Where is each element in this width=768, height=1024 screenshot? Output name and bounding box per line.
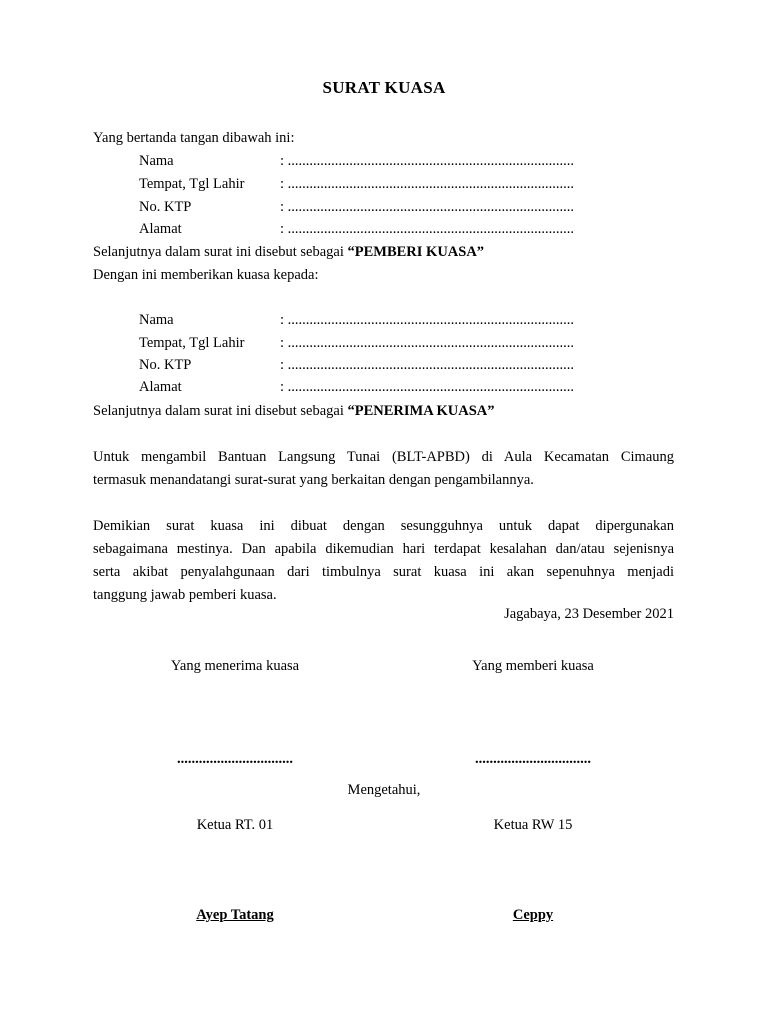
purpose-paragraph xyxy=(93,446,674,492)
place-date: Jagabaya, 23 Desember 2021 xyxy=(504,606,674,622)
giver-label: Yang memberi kuasa xyxy=(472,658,594,674)
intro-text: Yang bertanda tangan dibawah ini: xyxy=(93,130,295,146)
document-title: SURAT KUASA xyxy=(322,78,446,97)
closing-line: tanggung jawab pemberi kuasa. xyxy=(93,587,277,603)
penerima-alamat-value: : ............................................................................... xyxy=(280,379,575,395)
receiver-label: Yang menerima kuasa xyxy=(170,658,300,674)
penerima-ktp-value: : ............................................................................... xyxy=(280,357,575,373)
acknowledgement-heading: Mengetahui, xyxy=(347,782,421,798)
penerima-designation-text: Selanjutnya dalam surat ini disebut sebagai xyxy=(93,403,348,419)
rw-title: Ketua RW 15 xyxy=(493,817,573,833)
penerima-ttl-label: Tempat, Tgl Lahir xyxy=(139,335,245,351)
purpose-line: termasuk menandatangi surat-surat yang berkaitan dengan pengambilannya. xyxy=(93,472,534,488)
rt-name: Ayep Tatang xyxy=(196,907,274,923)
pemberi-ktp-value: : ............................................................................... xyxy=(280,199,575,215)
pemberi-ttl-value: : ............................................................................... xyxy=(280,176,575,192)
rt-title: Ketua RT. 01 xyxy=(196,817,274,833)
giver-signature-line: ................................ xyxy=(475,751,591,767)
pemberi-ktp-label: No. KTP xyxy=(139,199,192,215)
penerima-ttl-value: : ............................................................................... xyxy=(280,335,575,351)
purpose-line: Untuk mengambil Bantuan Langsung Tunai (BLT-APBD) di Aula Kecamatan Cimaung xyxy=(93,449,674,465)
penerima-nama-value: : ............................................................................... xyxy=(280,312,575,328)
pemberi-designation-role: “PEMBERI KUASA” xyxy=(347,244,485,260)
penerima-ktp-label: No. KTP xyxy=(139,357,192,373)
pemberi-nama-label: Nama xyxy=(139,153,174,169)
penerima-nama-label: Nama xyxy=(139,312,174,328)
closing-line: serta akibat penyalahgunaan dari timbulnya surat kuasa ini akan sepenuhnya menjadi xyxy=(93,564,674,580)
pemberi-nama-value: : ............................................................................... xyxy=(280,153,575,169)
pemberi-designation-text: Selanjutnya dalam surat ini disebut sebagai xyxy=(93,244,348,260)
receiver-signature-line: ................................ xyxy=(177,751,293,767)
closing-line: Demikian surat kuasa ini dibuat dengan sesungguhnya untuk dapat dipergunakan xyxy=(93,518,674,534)
pemberi-alamat-value: : ............................................................................... xyxy=(280,221,575,237)
penerima-designation-role: “PENERIMA KUASA” xyxy=(347,403,495,419)
closing-line: sebagaimana mestinya. Dan apabila dikemudian hari terdapat kesalahan dan/atau sejenisnya xyxy=(93,541,674,557)
grant-text: Dengan ini memberikan kuasa kepada: xyxy=(93,267,319,283)
pemberi-alamat-label: Alamat xyxy=(139,221,182,237)
closing-paragraph xyxy=(93,515,674,607)
pemberi-ttl-label: Tempat, Tgl Lahir xyxy=(139,176,245,192)
penerima-designation xyxy=(93,403,495,420)
penerima-alamat-label: Alamat xyxy=(139,379,182,395)
pemberi-designation xyxy=(93,244,484,261)
rw-name: Ceppy xyxy=(512,907,554,923)
